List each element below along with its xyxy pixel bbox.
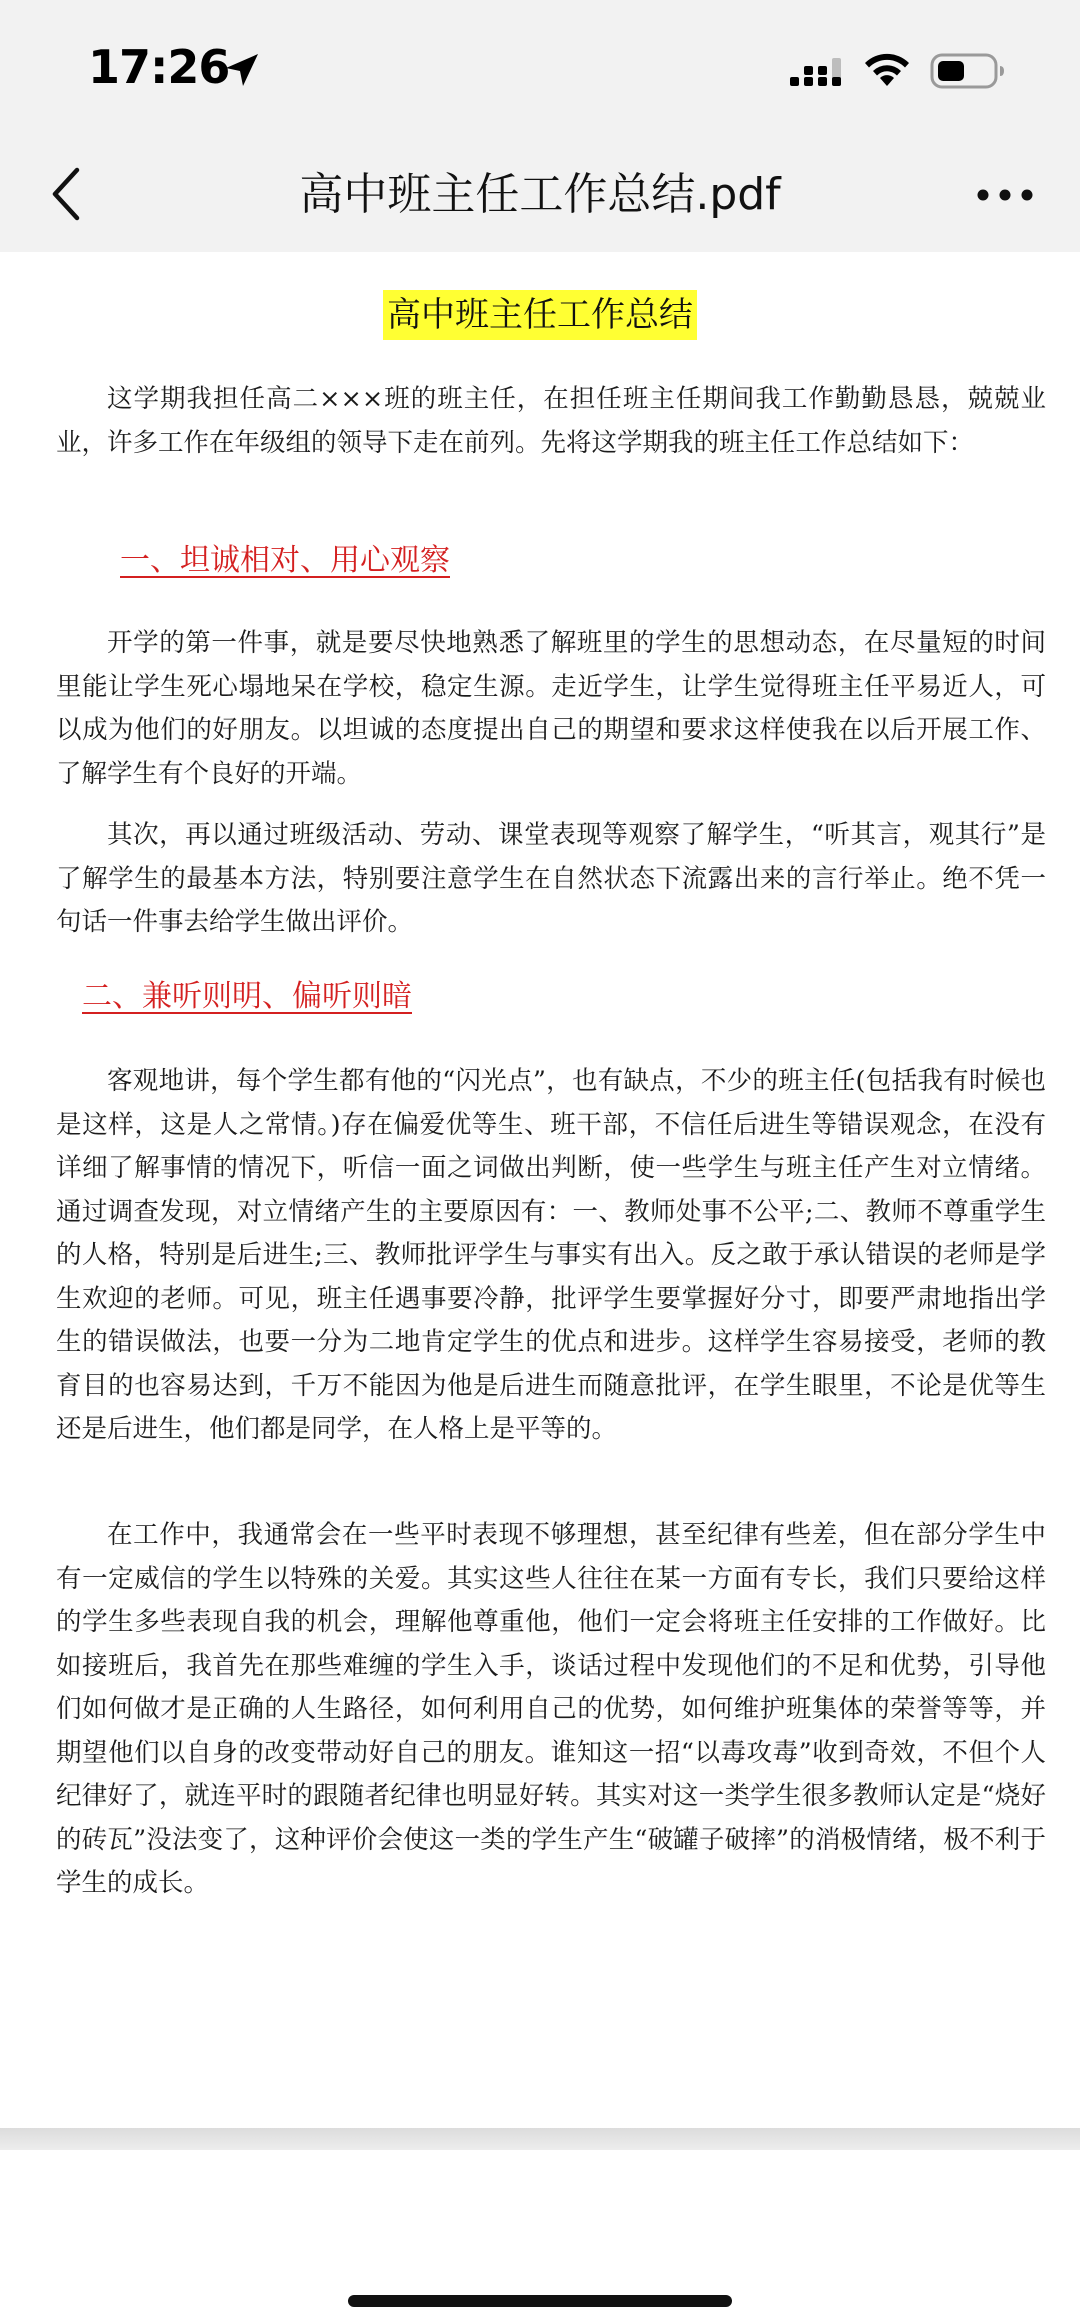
- home-indicator[interactable]: [348, 2295, 732, 2307]
- section2-paragraph-2: 在工作中，我通常会在一些平时表现不够理想，甚至纪律有些差，但在部分学生中有一定威信的学生以特殊的关爱。其实这些人往往在某一方面有专长，我们只要给这样的学生多些表现自我的机会，理解他尊重他，他们一定会将班主任安排的工作做好。比如接班后，我首先在那些难缠的学生入手，谈话过程中发现他们的不足和优势，引导他们如何做才是正确的人生路径，如何利用自己的优势，如何维护班集体的荣誉等等，并期望他们以自身的改变带动好自己的朋友。谁知这一招“以毒攻毒”收到奇效，不但个人纪律好了，就连平时的跟随者纪律也明显好转。其实对这一类学生很多教师认定是“烧好的砖瓦”没法变了，这种评价会使这一类的学生产生“破罐子破摔”的消极情绪，极不利于学生的成长。: [56, 1520, 1046, 1898]
- section2-heading: 二、兼听则明、偏听则暗: [82, 979, 412, 1014]
- nav-bar: [0, 140, 1080, 252]
- intro-paragraph: 这学期我担任高二×××班的班主任，在担任班主任期间我工作勤勤恳恳，兢兢业业，许多工作在年级组的领导下走在前列。先将这学期我的班主任工作总结如下：: [56, 384, 1046, 458]
- back-button[interactable]: [36, 162, 96, 226]
- next-page-area: [0, 2150, 1080, 2307]
- section2-paragraph-1: 客观地讲，每个学生都有他的“闪光点”，也有缺点，不少的班主任(包括我有时候也是这样，这是人之常情。)存在偏爱优等生、班干部，不信任后进生等错误观念，在没有详细了解事情的情况下，听信一面之词做出判断，使一些学生与班主任产生对立情绪。通过调查发现，对立情绪产生的主要原因有：一、教师处事不公平;二、教师不尊重学生的人格，特别是后进生;三、教师批评学生与事实有出入。反之敢于承认错误的老师是学生欢迎的老师。可见，班主任遇事要冷静，批评学生要掌握好分寸，即要严肃地指出学生的错误做法，也要一分为二地肯定学生的优点和进步。这样学生容易接受，老师的教育目的也容易达到，千万不能因为他是后进生而随意批评，在学生眼里，不论是优等生还是后进生，他们都是同学，在人格上是平等的。: [56, 1066, 1046, 1444]
- cellular-signal-icon: [788, 54, 846, 90]
- status-time: 17:26: [88, 40, 230, 94]
- status-bar: [0, 0, 1080, 140]
- page-separator: [0, 2128, 1080, 2150]
- more-options-button[interactable]: [970, 170, 1040, 220]
- section1-paragraph-1: 开学的第一件事，就是要尽快地熟悉了解班里的学生的思想动态，在尽量短的时间里能让学生死心塌地呆在学校，稳定生源。走近学生，让学生觉得班主任平易近人，可以成为他们的好朋友。以坦诚的态度提出自己的期望和要求这样使我在以后开展工作、了解学生有个良好的开端。: [56, 628, 1046, 789]
- ellipsis-icon: [975, 188, 1035, 202]
- top-chrome: [0, 0, 1080, 252]
- battery-icon: [930, 51, 1006, 91]
- section1-heading: 一、坦诚相对、用心观察: [120, 543, 450, 578]
- wifi-icon: [862, 50, 912, 90]
- location-arrow-icon: [222, 50, 262, 90]
- document-title: 高中班主任工作总结: [383, 290, 697, 340]
- chevron-left-icon: [49, 166, 83, 222]
- section1-paragraph-2: 其次，再以通过班级活动、劳动、课堂表现等观察了解学生，“听其言，观其行”是了解学生的最基本方法，特别要注意学生在自然状态下流露出来的言行举止。绝不凭一句话一件事去给学生做出评价。: [56, 820, 1046, 937]
- document-title-wrap: [0, 290, 1080, 340]
- document-filename-title: 高中班主任工作总结.pdf: [299, 169, 781, 220]
- pdf-page: [0, 252, 1080, 2132]
